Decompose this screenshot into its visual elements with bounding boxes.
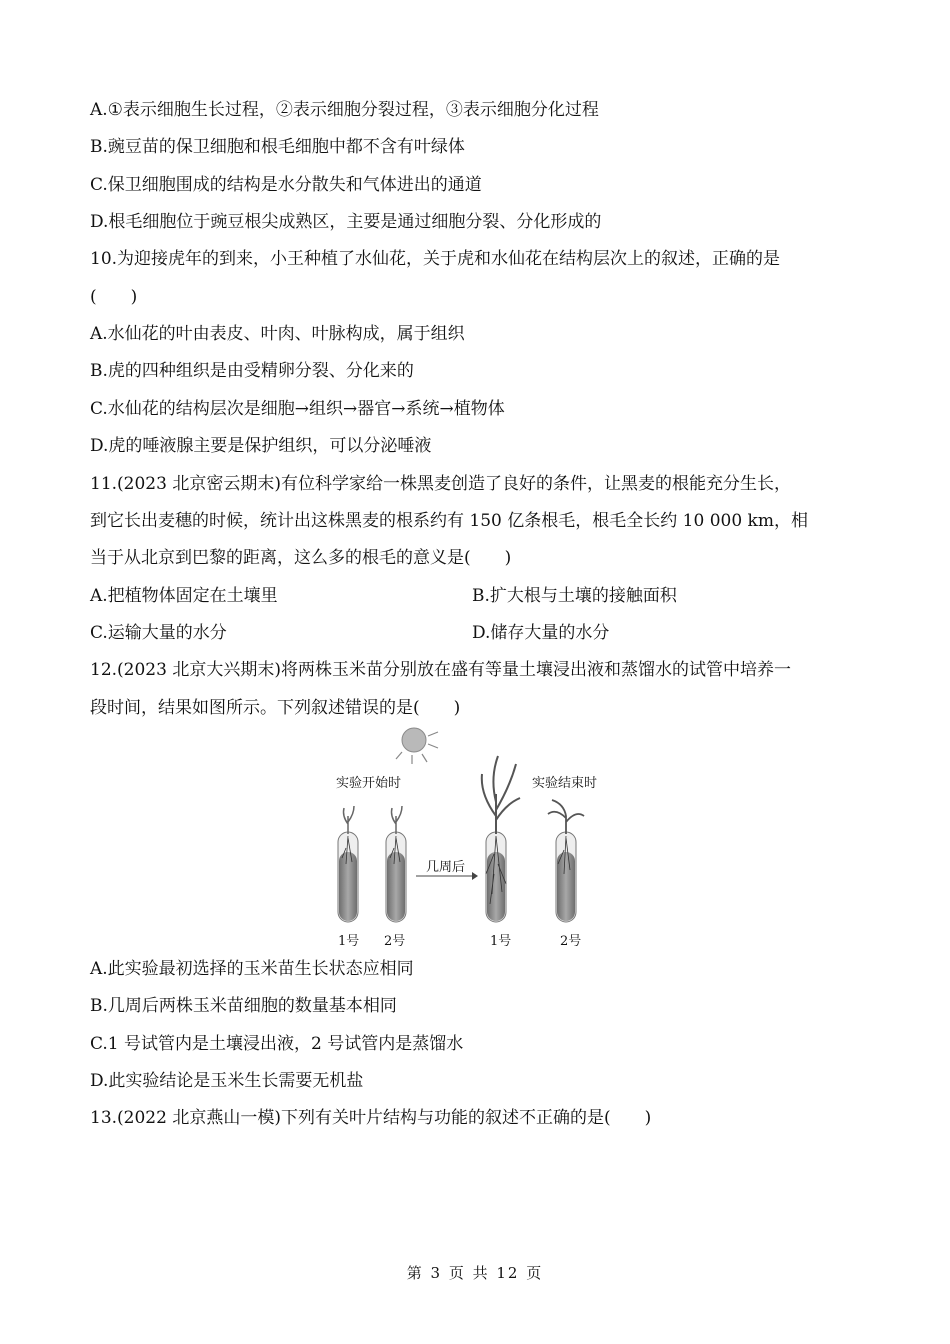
experiment-illustration xyxy=(330,724,620,950)
q10-stem-line1: 10.为迎接虎年的到来，小王种植了水仙花，关于虎和水仙花在结构层次上的叙述，正确的是 xyxy=(90,249,781,269)
tube-2-after-label: 2号 xyxy=(560,934,582,949)
q12-option-b: B.几周后两株玉米苗细胞的数量基本相同 xyxy=(90,996,397,1016)
page-footer: 第 3 页 共 12 页 xyxy=(406,1264,544,1282)
end-label: 实验结束时 xyxy=(532,776,598,791)
tube-2-label: 2号 xyxy=(384,934,406,949)
q11-stem-line2: 到它长出麦穗的时候，统计出这株黑麦的根系约有 150 亿条根毛，根毛全长约 10 000 km，相 xyxy=(90,511,808,531)
q12-option-c: C.1 号试管内是土壤浸出液，2 号试管内是蒸馏水 xyxy=(90,1034,464,1054)
q11-option-c: C.运输大量的水分 xyxy=(90,623,227,643)
tube-2-start xyxy=(386,806,406,922)
q10-stem-line2: ( ) xyxy=(90,287,138,307)
q10-option-c: C.水仙花的结构层次是细胞→组织→器官→系统→植物体 xyxy=(90,399,505,419)
sun-icon xyxy=(396,728,438,764)
q10-option-b: B.虎的四种组织是由受精卵分裂、分化来的 xyxy=(90,361,414,381)
experiment-figure xyxy=(330,724,620,950)
q9-option-a: A.①表示细胞生长过程，②表示细胞分裂过程，③表示细胞分化过程 xyxy=(90,100,599,120)
q11-stem-line1: 11.(2023 北京密云期末)有位科学家给一株黑麦创造了良好的条件，让黑麦的根能充分生长， xyxy=(90,474,791,494)
q13-stem: 13.(2022 北京燕山一模)下列有关叶片结构与功能的叙述不正确的是( ) xyxy=(90,1108,652,1128)
q12-stem-line2: 段时间，结果如图所示。下列叙述错误的是( ) xyxy=(90,698,461,718)
q12-option-d: D.此实验结论是玉米生长需要无机盐 xyxy=(90,1071,364,1091)
q9-option-d: D.根毛细胞位于豌豆根尖成熟区，主要是通过细胞分裂、分化形成的 xyxy=(90,212,602,232)
q12-option-a: A.此实验最初选择的玉米苗生长状态应相同 xyxy=(90,959,414,979)
tube-1-end xyxy=(482,756,520,922)
q11-option-d: D.储存大量的水分 xyxy=(472,623,610,643)
tube-1-start xyxy=(338,806,358,922)
arrow-label: 几周后 xyxy=(426,860,466,875)
start-label: 实验开始时 xyxy=(336,776,402,791)
q10-option-a: A.水仙花的叶由表皮、叶肉、叶脉构成，属于组织 xyxy=(90,324,465,344)
q11-options-row1 xyxy=(90,584,278,608)
q9-option-c: C.保卫细胞围成的结构是水分散失和气体进出的通道 xyxy=(90,175,482,195)
q9-option-b: B.豌豆苗的保卫细胞和根毛细胞中都不含有叶绿体 xyxy=(90,137,465,157)
tube-2-end xyxy=(548,800,584,922)
q11-stem-line3: 当于从北京到巴黎的距离，这么多的根毛的意义是( ) xyxy=(90,548,512,568)
q11-option-b: B.扩大根与土壤的接触面积 xyxy=(472,586,677,606)
tube-1-after-label: 1号 xyxy=(490,934,512,949)
q10-option-d: D.虎的唾液腺主要是保护组织，可以分泌唾液 xyxy=(90,436,432,456)
q11-option-a: A.把植物体固定在土壤里 xyxy=(90,586,278,606)
tube-1-label: 1号 xyxy=(338,934,360,949)
q12-stem-line1: 12.(2023 北京大兴期末)将两株玉米苗分别放在盛有等量土壤浸出液和蒸馏水的试管中培养一 xyxy=(90,660,791,680)
